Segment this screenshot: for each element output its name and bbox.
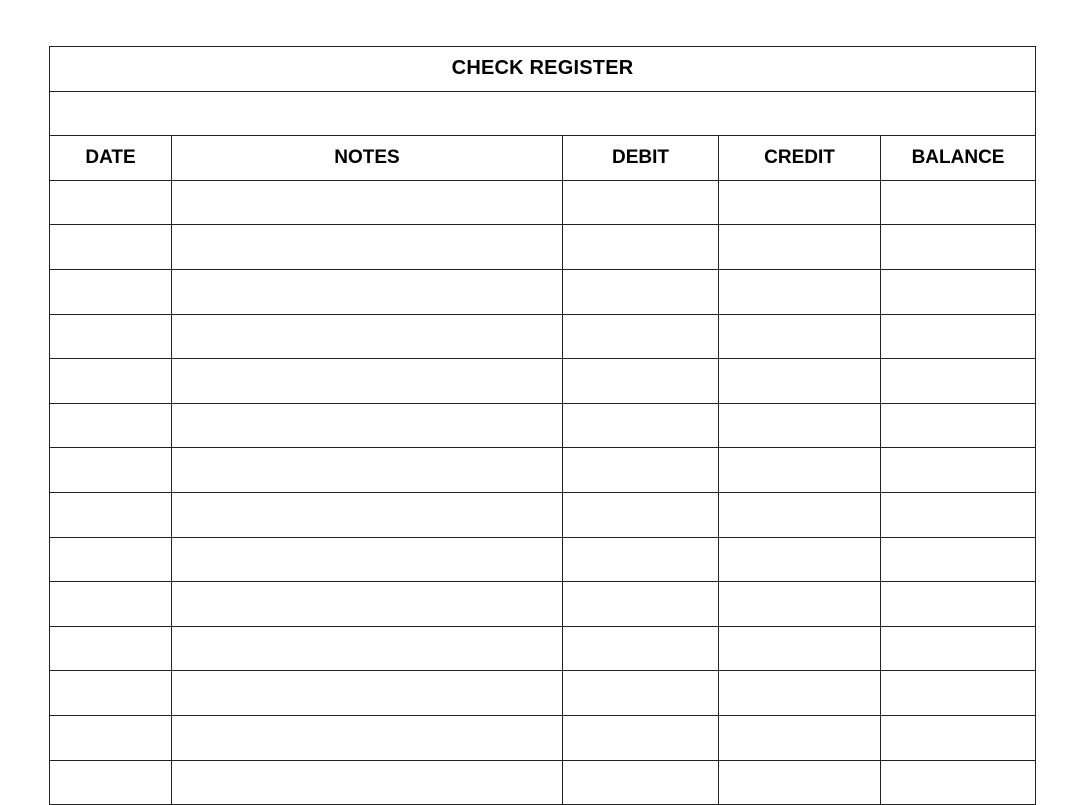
cell-debit[interactable] [563,715,719,760]
cell-balance[interactable] [881,715,1036,760]
title-row [50,47,1036,92]
cell-debit[interactable] [563,225,719,270]
cell-notes[interactable] [172,626,563,671]
cell-date[interactable] [50,359,172,404]
cell-balance[interactable] [881,537,1036,582]
cell-credit[interactable] [719,403,881,448]
cell-credit[interactable] [719,448,881,493]
table-row [50,314,1036,359]
cell-balance[interactable] [881,180,1036,225]
table-row [50,760,1036,805]
table-row [50,715,1036,760]
cell-date[interactable] [50,403,172,448]
cell-credit[interactable] [719,582,881,627]
cell-balance[interactable] [881,492,1036,537]
cell-debit[interactable] [563,180,719,225]
cell-balance[interactable] [881,314,1036,359]
column-header-date: DATE [50,136,172,181]
blank-info-row [50,91,1036,136]
table-row [50,492,1036,537]
cell-notes[interactable] [172,403,563,448]
header-row [50,136,1036,181]
cell-notes[interactable] [172,671,563,716]
cell-date[interactable] [50,715,172,760]
cell-balance[interactable] [881,760,1036,805]
cell-debit[interactable] [563,582,719,627]
cell-debit[interactable] [563,760,719,805]
cell-debit[interactable] [563,314,719,359]
table-row [50,671,1036,716]
table-row [50,582,1036,627]
cell-balance[interactable] [881,359,1036,404]
cell-notes[interactable] [172,448,563,493]
column-header-debit: DEBIT [563,136,719,181]
cell-notes[interactable] [172,537,563,582]
cell-notes[interactable] [172,582,563,627]
cell-credit[interactable] [719,359,881,404]
table-row [50,180,1036,225]
cell-debit[interactable] [563,626,719,671]
column-header-notes: NOTES [172,136,563,181]
cell-date[interactable] [50,448,172,493]
cell-debit[interactable] [563,403,719,448]
cell-notes[interactable] [172,760,563,805]
table-row [50,626,1036,671]
cell-notes[interactable] [172,715,563,760]
table-row [50,448,1036,493]
register-body [50,180,1036,804]
cell-balance[interactable] [881,403,1036,448]
cell-date[interactable] [50,269,172,314]
column-header-balance: BALANCE [881,136,1036,181]
table-row [50,403,1036,448]
cell-date[interactable] [50,671,172,716]
cell-credit[interactable] [719,314,881,359]
cell-balance[interactable] [881,671,1036,716]
cell-notes[interactable] [172,269,563,314]
cell-balance[interactable] [881,582,1036,627]
cell-balance[interactable] [881,269,1036,314]
cell-credit[interactable] [719,671,881,716]
cell-balance[interactable] [881,626,1036,671]
cell-credit[interactable] [719,760,881,805]
cell-date[interactable] [50,314,172,359]
cell-balance[interactable] [881,225,1036,270]
cell-debit[interactable] [563,448,719,493]
cell-notes[interactable] [172,492,563,537]
table-row [50,269,1036,314]
cell-date[interactable] [50,760,172,805]
cell-debit[interactable] [563,671,719,716]
cell-credit[interactable] [719,225,881,270]
cell-credit[interactable] [719,269,881,314]
register-title: CHECK REGISTER [50,47,1036,92]
table-row [50,359,1036,404]
register-info-cell[interactable] [50,91,1036,136]
cell-notes[interactable] [172,180,563,225]
cell-debit[interactable] [563,269,719,314]
cell-date[interactable] [50,626,172,671]
cell-credit[interactable] [719,492,881,537]
cell-date[interactable] [50,225,172,270]
cell-credit[interactable] [719,180,881,225]
cell-date[interactable] [50,492,172,537]
cell-debit[interactable] [563,537,719,582]
cell-credit[interactable] [719,715,881,760]
table-row [50,225,1036,270]
cell-date[interactable] [50,537,172,582]
table-row [50,537,1036,582]
cell-date[interactable] [50,582,172,627]
column-header-credit: CREDIT [719,136,881,181]
cell-notes[interactable] [172,225,563,270]
cell-debit[interactable] [563,492,719,537]
cell-notes[interactable] [172,359,563,404]
check-register-table [49,46,1036,805]
cell-balance[interactable] [881,448,1036,493]
cell-notes[interactable] [172,314,563,359]
cell-credit[interactable] [719,626,881,671]
cell-credit[interactable] [719,537,881,582]
cell-date[interactable] [50,180,172,225]
cell-debit[interactable] [563,359,719,404]
